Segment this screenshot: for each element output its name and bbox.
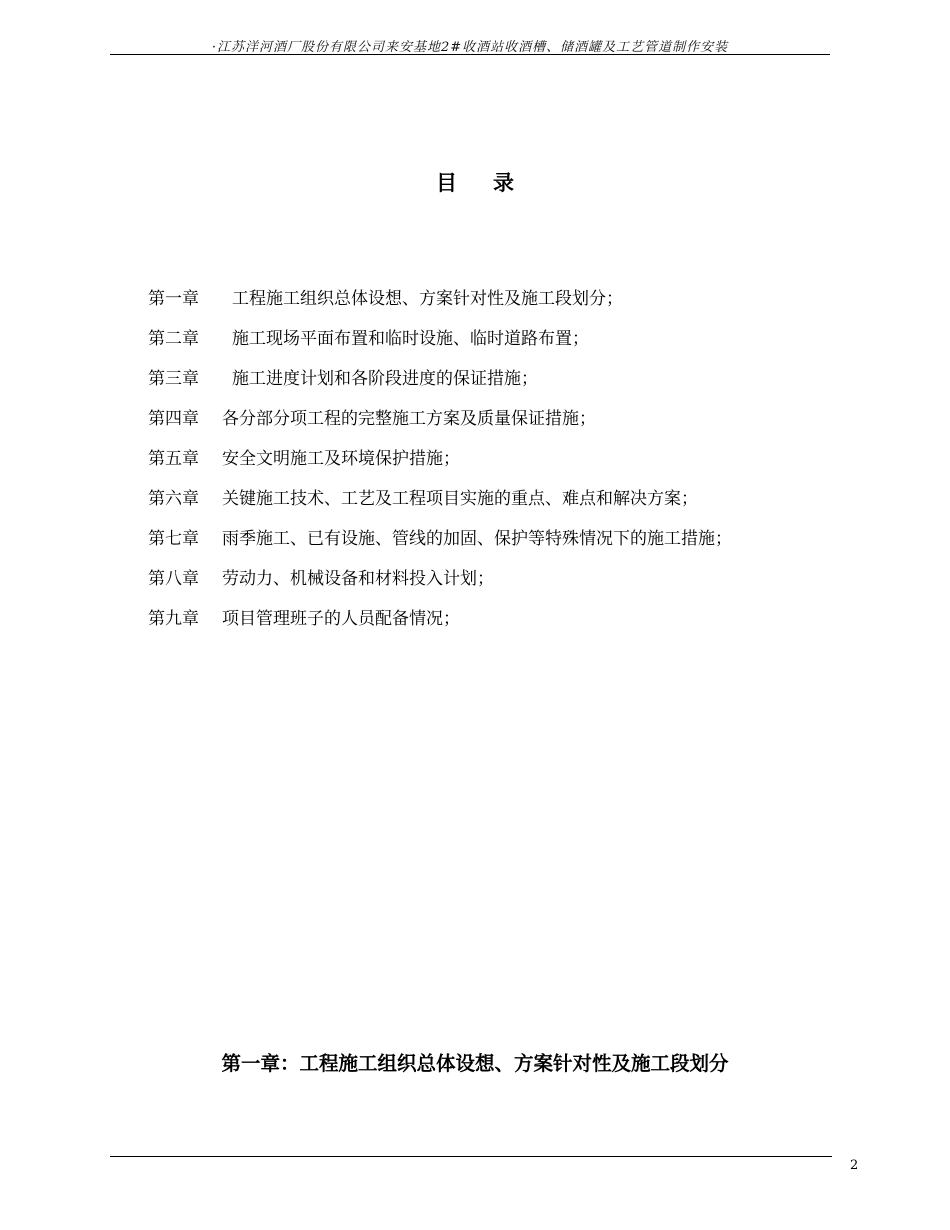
footer-rule [110, 1156, 832, 1157]
toc-list [148, 285, 732, 645]
toc-item-text: 安全文明施工及环境保护措施； [222, 449, 460, 469]
toc-item-6 [148, 485, 732, 525]
toc-item-number: 第五章 [148, 449, 199, 469]
toc-item-number: 第八章 [148, 569, 199, 589]
toc-item-text: 施工进度计划和各阶段进度的保证措施； [232, 369, 538, 389]
toc-item-text: 各分部分项工程的完整施工方案及质量保证措施； [222, 409, 596, 429]
toc-item-3 [148, 365, 732, 405]
toc-item-text: 施工现场平面布置和临时设施、临时道路布置； [232, 329, 589, 349]
toc-item-8 [148, 565, 732, 605]
toc-item-number: 第九章 [148, 609, 199, 629]
toc-item-text: 工程施工组织总体设想、方案针对性及施工段划分； [232, 289, 623, 309]
page-number: 2 [850, 1158, 859, 1173]
toc-item-5 [148, 445, 732, 485]
toc-item-text: 关键施工技术、工艺及工程项目实施的重点、难点和解决方案； [222, 489, 698, 509]
toc-item-number: 第一章 [148, 289, 199, 309]
toc-item-2 [148, 325, 732, 365]
toc-item-9 [148, 605, 732, 645]
header-rule [110, 54, 830, 55]
toc-item-number: 第六章 [148, 489, 199, 509]
toc-item-number: 第四章 [148, 409, 199, 429]
chapter-heading: 第一章：工程施工组织总体设想、方案针对性及施工段划分 [221, 1052, 729, 1075]
toc-item-number: 第二章 [148, 329, 199, 349]
toc-item-text: 项目管理班子的人员配备情况； [222, 609, 460, 629]
toc-item-7 [148, 525, 732, 565]
toc-item-1 [148, 285, 732, 325]
toc-item-text: 劳动力、机械设备和材料投入计划； [222, 569, 494, 589]
running-header: ·江苏洋河酒厂股份有限公司来安基地2#收酒站收酒槽、储酒罐及工艺管道制作安装 [211, 40, 729, 55]
toc-item-4 [148, 405, 732, 445]
toc-item-number: 第七章 [148, 529, 199, 549]
toc-item-number: 第三章 [148, 369, 199, 389]
toc-item-text: 雨季施工、已有设施、管线的加固、保护等特殊情况下的施工措施； [222, 529, 732, 549]
toc-title: 目录 [436, 170, 550, 195]
